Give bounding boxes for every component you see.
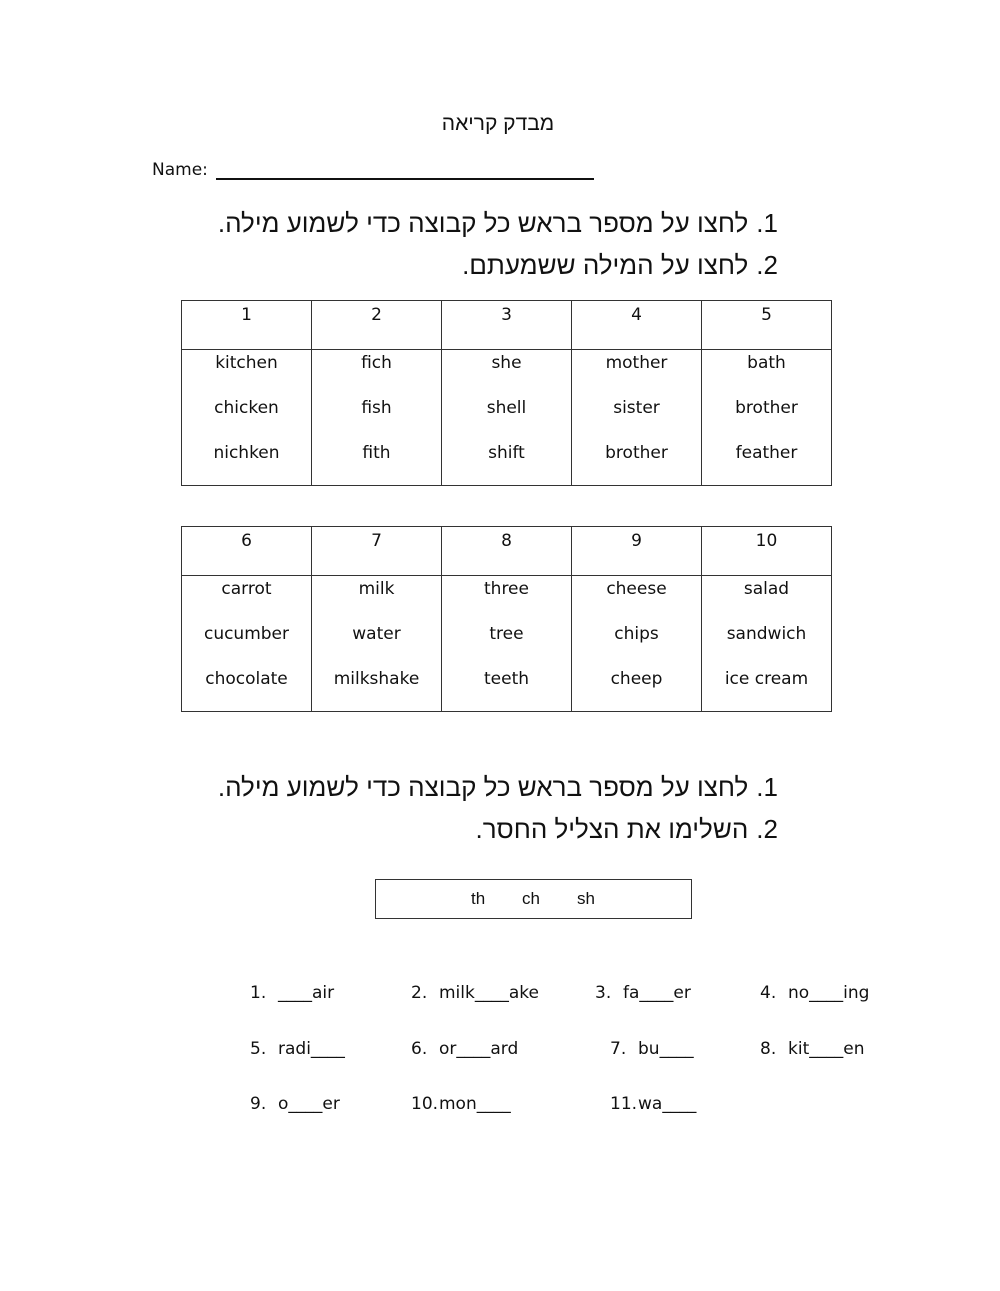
word-option[interactable]: mother <box>605 353 668 373</box>
page-title: מבדק קריאה <box>441 112 555 135</box>
word-table-1 <box>181 300 832 486</box>
word-option[interactable]: salad <box>743 579 790 599</box>
table-header-row <box>182 301 832 350</box>
section1-instructions <box>218 202 778 286</box>
word-option[interactable]: sister <box>613 398 660 418</box>
word-option[interactable]: milk <box>358 579 395 599</box>
section2-instructions <box>218 766 778 850</box>
number-cell[interactable]: 2 <box>312 301 442 350</box>
word-option[interactable]: chips <box>614 624 659 644</box>
word-option[interactable]: ice cream <box>724 669 809 689</box>
number-cell[interactable]: 10 <box>702 527 832 576</box>
exercise-item[interactable]: 3. fa____er <box>595 983 691 1003</box>
word-option[interactable]: fich <box>361 353 392 373</box>
number-cell[interactable]: 7 <box>312 527 442 576</box>
exercise-item[interactable]: 1. ____air <box>250 983 335 1003</box>
exercise-item[interactable]: 7. bu____ <box>610 1039 694 1059</box>
number-cell[interactable]: 9 <box>572 527 702 576</box>
exercise-item[interactable]: 4. no____ing <box>760 983 870 1003</box>
word-option[interactable]: chocolate <box>205 669 288 689</box>
exercise-item[interactable]: 10.mon____ <box>411 1094 511 1114</box>
word-option[interactable]: sandwich <box>726 624 807 644</box>
name-label: Name: <box>152 160 208 180</box>
sound-option[interactable]: sh <box>577 889 595 908</box>
instruction-2: 2.לחצו על המילה ששמעתם. <box>462 250 778 280</box>
number-cell[interactable]: 6 <box>182 527 312 576</box>
word-option[interactable]: tree <box>489 624 524 644</box>
exercise-item[interactable]: 2. milk____ake <box>411 983 539 1003</box>
word-option[interactable]: cheep <box>610 669 663 689</box>
word-option[interactable]: water <box>352 624 401 644</box>
word-option[interactable]: shift <box>488 443 525 463</box>
word-option[interactable]: brother <box>735 398 798 418</box>
table-row <box>182 350 832 486</box>
table-row <box>182 576 832 712</box>
word-table-2 <box>181 526 832 712</box>
word-option[interactable]: kitchen <box>215 353 278 373</box>
name-line[interactable] <box>216 160 594 180</box>
instruction-1: 1.לחצו על מספר בראש כל קבוצה כדי לשמוע מילה. <box>217 208 778 238</box>
word-option[interactable]: milkshake <box>333 669 420 689</box>
number-cell[interactable]: 5 <box>702 301 832 350</box>
word-option[interactable]: three <box>484 579 529 599</box>
sound-options-box <box>375 879 692 919</box>
sound-option[interactable]: th <box>471 889 486 908</box>
word-option[interactable]: fish <box>361 398 392 418</box>
exercise-item[interactable]: 6. or____ard <box>411 1039 519 1059</box>
word-option[interactable]: chicken <box>214 398 279 418</box>
word-option[interactable]: feather <box>735 443 798 463</box>
number-cell[interactable]: 1 <box>182 301 312 350</box>
number-cell[interactable]: 4 <box>572 301 702 350</box>
number-cell[interactable]: 8 <box>442 527 572 576</box>
word-option[interactable]: fith <box>362 443 391 463</box>
word-option[interactable]: bath <box>747 353 786 373</box>
sound-option[interactable]: ch <box>522 889 540 908</box>
word-option[interactable]: she <box>491 353 522 373</box>
instruction-2: 2.השלימו את הצליל החסר. <box>475 814 778 844</box>
word-option[interactable]: carrot <box>221 579 272 599</box>
exercise-item[interactable]: 9. o____er <box>250 1094 340 1114</box>
table-header-row <box>182 527 832 576</box>
word-option[interactable]: cheese <box>606 579 667 599</box>
exercise-item[interactable]: 5. radi____ <box>250 1039 345 1059</box>
word-option[interactable]: nichken <box>213 443 280 463</box>
word-option[interactable]: cucumber <box>203 624 290 644</box>
word-option[interactable]: shell <box>486 398 527 418</box>
exercise-item[interactable]: 11.wa____ <box>610 1094 697 1114</box>
instruction-1: 1.לחצו על מספר בראש כל קבוצה כדי לשמוע מילה. <box>217 772 778 802</box>
number-cell[interactable]: 3 <box>442 301 572 350</box>
word-option[interactable]: brother <box>605 443 668 463</box>
word-option[interactable]: teeth <box>483 669 530 689</box>
name-field <box>152 160 594 180</box>
exercise-item[interactable]: 8. kit____en <box>760 1039 865 1059</box>
